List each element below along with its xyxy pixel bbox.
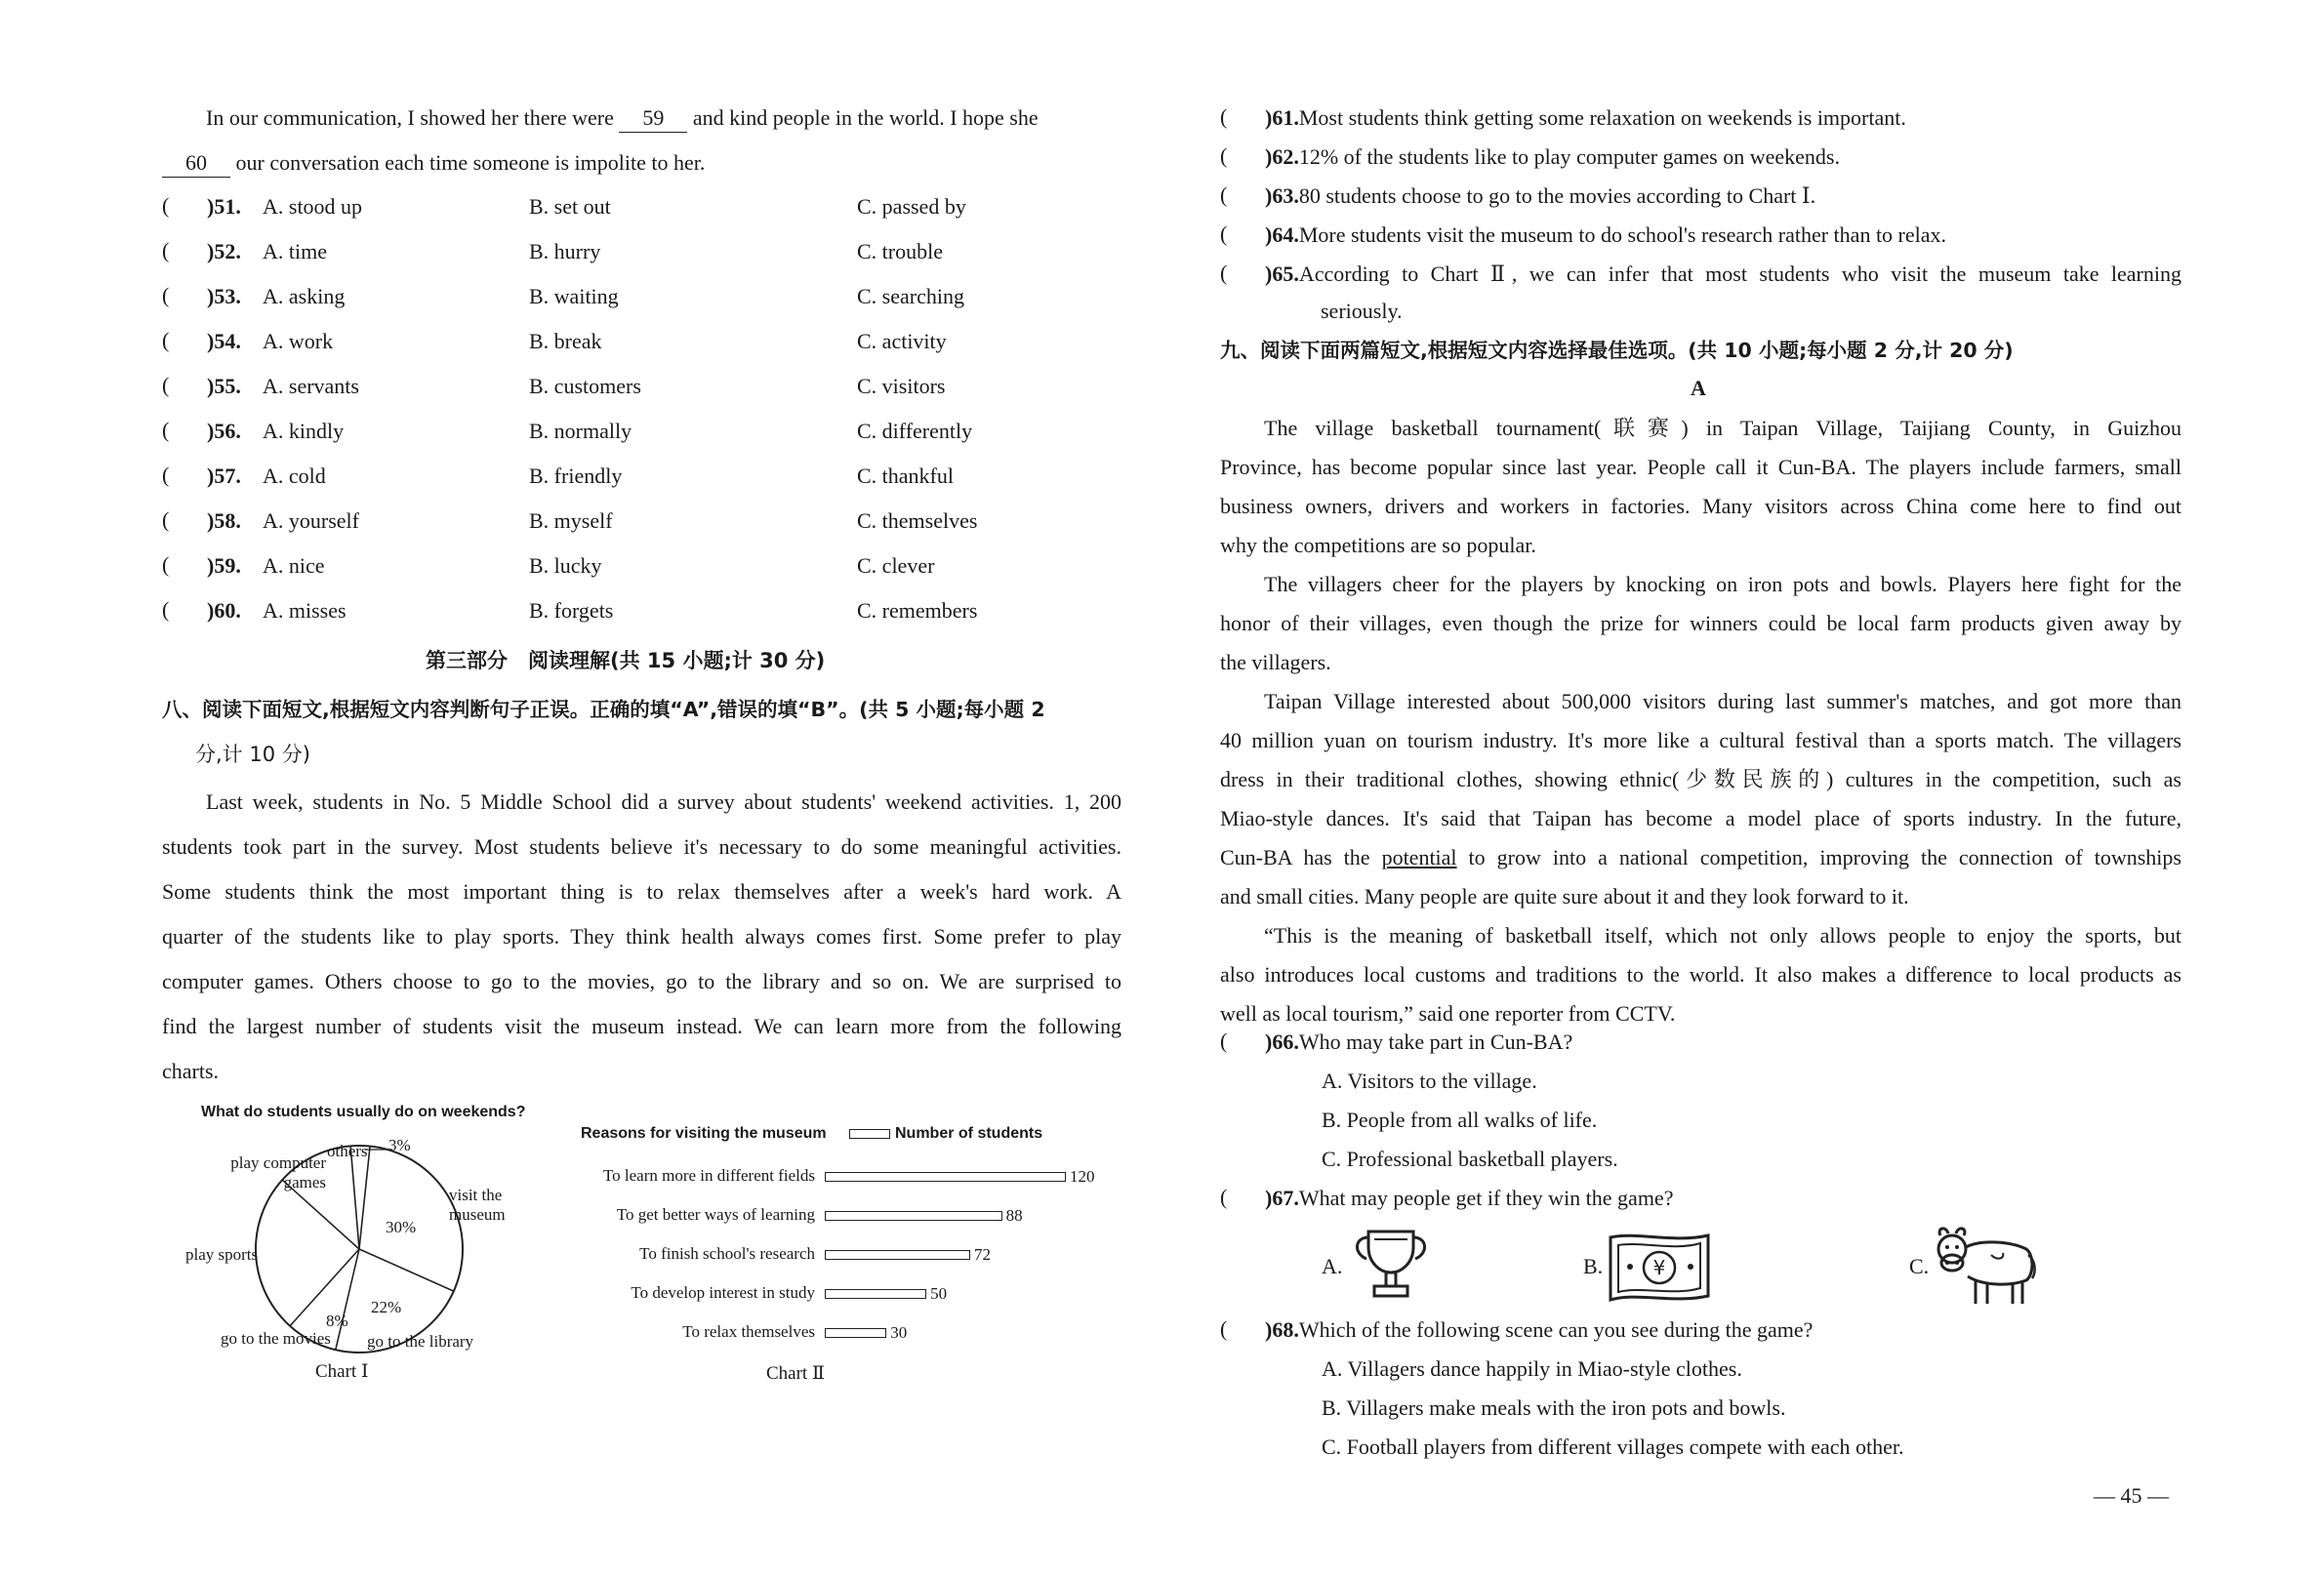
option-c[interactable]: C. differently [857, 419, 973, 443]
pie-chart [166, 1093, 556, 1386]
passage-line: why the competitions are so popular. [1220, 533, 1536, 557]
bar-chart [566, 1112, 1113, 1395]
passage-line: honor of their villages, even though the prize for winners could be local farm products given away by [1220, 611, 2181, 635]
option-b[interactable]: B. lucky [529, 553, 602, 578]
pie-label-library: go to the library [367, 1332, 474, 1351]
answer-paren: ( [1220, 1316, 1228, 1341]
cloze-text: In our communication, I showed her there were [206, 105, 620, 130]
answer-paren: ( [162, 193, 170, 218]
pie-slice-boundary [336, 1249, 359, 1350]
trophy-icon[interactable] [1347, 1226, 1435, 1304]
question-63 [1265, 182, 1815, 210]
option-b[interactable]: B. customers [529, 374, 641, 398]
option-b[interactable]: B. People from all walks of life. [1322, 1108, 1598, 1132]
option-a[interactable]: A. misses [263, 598, 347, 623]
option-c[interactable]: C. [1909, 1254, 1930, 1278]
bar-value-label: 88 [1005, 1206, 1023, 1225]
passage-line: find the largest number of students visit the museum instead. We can learn more from the following [162, 1014, 1121, 1038]
pie-label-museum: visit the museum [449, 1186, 506, 1224]
answer-paren: ( [162, 507, 170, 532]
passage-line: Miao-style dances. It's said that Taipan has become a model place of sports industry. In the future, [1220, 806, 2181, 830]
question-text: Which of the following scene can you see during the game? [1298, 1317, 1814, 1342]
bar-chart-title: Reasons for visiting the museum [581, 1125, 827, 1142]
question-number: )55. [207, 374, 241, 398]
option-b[interactable]: B. Villagers make meals with the iron pots and bowls. [1322, 1395, 1786, 1420]
cloze-line-2 [162, 149, 1121, 178]
cow-icon[interactable] [1933, 1226, 2040, 1308]
question-number: )65. [1265, 262, 1299, 286]
question-text: What may people get if they win the game? [1298, 1186, 1674, 1210]
answer-paren: ( [162, 328, 170, 352]
answer-paren: ( [1220, 104, 1228, 129]
passage-line: “This is the meaning of basketball itself, which not only allows people to enjoy the sports, but [1264, 923, 2181, 948]
passage-line: business owners, drivers and workers in factories. Many visitors across China come here to find out [1220, 494, 2181, 518]
bar-category-label: To finish school's research [639, 1244, 815, 1263]
question-number: )51. [207, 194, 241, 219]
option-c[interactable]: C. activity [857, 329, 947, 353]
question-number: )68. [1265, 1317, 1299, 1342]
passage-line: computer games. Others choose to go to the movies, go to the library and so on. We are surprised to [162, 969, 1121, 993]
answer-paren: ( [1220, 182, 1228, 207]
pie-label-computer-games: play computer games [230, 1153, 326, 1192]
option-a[interactable]: A. [1322, 1254, 1343, 1278]
option-a[interactable]: A. nice [263, 553, 325, 578]
option-a[interactable]: A. Visitors to the village. [1322, 1069, 1537, 1093]
question-text: 12% of the students like to play computer games on weekends. [1298, 144, 1840, 169]
option-c[interactable]: C. passed by [857, 194, 966, 219]
question-number: )52. [207, 239, 241, 263]
pie-caption: Chart Ⅰ [315, 1361, 369, 1382]
question-number: )62. [1265, 144, 1299, 169]
bar-value-label: 50 [930, 1284, 948, 1303]
answer-paren: ( [162, 238, 170, 263]
pie-slice-boundary [290, 1249, 359, 1326]
question-number: )67. [1265, 1186, 1299, 1210]
passage-line: well as local tourism,” said one reporter from CCTV. [1220, 1001, 1676, 1026]
bar-value-label: 120 [1070, 1167, 1095, 1186]
option-b[interactable]: B. normally [529, 419, 632, 443]
pie-slice-boundary [359, 1249, 454, 1291]
question-67-stem [1265, 1185, 1673, 1212]
answer-paren: ( [162, 283, 170, 307]
question-text: More students visit the museum to do school's research rather than to relax. [1298, 222, 1947, 247]
bar [825, 1328, 886, 1338]
passage-line: also introduces local customs and traditions to the world. It also makes a difference to local products as [1220, 962, 2181, 987]
option-b[interactable]: B. set out [529, 194, 611, 219]
pie-label-sports: play sports [185, 1245, 259, 1264]
bar-category-label: To get better ways of learning [616, 1205, 815, 1224]
answer-paren: ( [162, 463, 170, 487]
question-61 [1265, 104, 1906, 132]
pie-chart-title: What do students usually do on weekends? [201, 1104, 526, 1120]
bar-caption: Chart Ⅱ [766, 1363, 825, 1384]
answer-paren: ( [162, 552, 170, 577]
option-a[interactable]: A. servants [263, 374, 359, 398]
answer-paren: ( [1220, 222, 1228, 246]
question-number: )56. [207, 419, 241, 443]
cloze-text: and kind people in the world. I hope she [687, 105, 1039, 130]
question-number: )53. [207, 284, 241, 308]
option-b[interactable]: B. forgets [529, 598, 614, 623]
underlined-word: potential [1381, 845, 1457, 869]
bar-legend-label: Number of students [895, 1125, 1043, 1142]
passage-line: 40 million yuan on tourism industry. It's more like a cultural festival than a sports match. The villagers [1220, 728, 2181, 752]
answer-paren: ( [162, 418, 170, 442]
option-b[interactable]: B. friendly [529, 464, 623, 488]
option-a[interactable]: A. stood up [263, 194, 363, 219]
passage-line: Last week, students in No. 5 Middle School did a survey about students' weekend activities. 1, 200 [206, 789, 1121, 814]
option-b[interactable]: B. waiting [529, 284, 619, 308]
pie-value-museum: 30% [386, 1218, 417, 1236]
answer-paren: ( [1220, 1185, 1228, 1209]
bar-category-label: To develop interest in study [631, 1283, 815, 1302]
section-8-title-cont: 分,计 10 分) [195, 743, 310, 766]
svg-text:¥: ¥ [1652, 1256, 1666, 1279]
bar [825, 1250, 970, 1260]
pie-slice-boundary [359, 1147, 370, 1249]
bar-category-label: To learn more in different fields [602, 1166, 815, 1185]
page-number: — 45 — [2094, 1483, 2169, 1508]
section-9-title: 九、阅读下面两篇短文,根据短文内容选择最佳选项。(共 10 小题;每小题 2 分,计 20 分) [1220, 339, 2014, 362]
cloze-line-1 [206, 104, 1121, 133]
passage-a-label: A [1691, 376, 1706, 400]
option-b[interactable]: B. [1583, 1254, 1604, 1278]
passage-line: The villagers cheer for the players by knocking on iron pots and bowls. Players here fight for the [1264, 572, 2181, 596]
question-number: )66. [1265, 1030, 1299, 1054]
pie-value-library: 22% [371, 1298, 402, 1316]
passage-line: charts. [162, 1059, 220, 1083]
cloze-blank-60: 60 [162, 149, 230, 178]
option-a[interactable]: A. time [263, 239, 327, 263]
option-c[interactable]: C. trouble [857, 239, 943, 263]
option-b[interactable]: B. hurry [529, 239, 601, 263]
part-title: 第三部分 阅读理解(共 15 小题;计 30 分) [426, 649, 826, 672]
option-c[interactable]: C. themselves [857, 508, 978, 533]
passage-line: Some students think the most important thing is to relax themselves after a week's hard work. A [162, 879, 1121, 904]
answer-paren: ( [162, 597, 170, 622]
section-8-title: 八、阅读下面短文,根据短文内容判断句子正误。正确的填“A”,错误的填“B”。(共 5 小题;每小题 2 [162, 698, 1045, 721]
option-a[interactable]: A. kindly [263, 419, 345, 443]
question-text: Most students think getting some relaxation on weekends is important. [1298, 105, 1906, 130]
q65-continuation: seriously. [1321, 299, 1403, 323]
option-b[interactable]: B. myself [529, 508, 613, 533]
bar-value-label: 72 [974, 1245, 991, 1264]
question-62 [1265, 143, 1840, 171]
question-number: )57. [207, 464, 241, 488]
question-text: According to Chart Ⅱ, we can infer that most students who visit the museum take learning [1298, 262, 2181, 286]
option-c[interactable]: C. visitors [857, 374, 946, 398]
passage-line: Cun-BA has the potential to grow into a national competition, improving the connection of townships [1220, 845, 2181, 869]
pie-label-movies: go to the movies [221, 1329, 331, 1348]
option-a[interactable]: A. yourself [263, 508, 359, 533]
option-c[interactable]: C. thankful [857, 464, 954, 488]
option-a[interactable]: A. Villagers dance happily in Miao-style clothes. [1322, 1356, 1742, 1381]
question-68-stem [1265, 1316, 1813, 1344]
question-64 [1265, 222, 1946, 249]
answer-paren: ( [1220, 261, 1228, 285]
passage-line: Taipan Village interested about 500,000 visitors during last summer's matches, and got more than [1264, 689, 2181, 713]
bar-category-label: To relax themselves [682, 1322, 815, 1341]
answer-paren: ( [162, 373, 170, 397]
answer-paren: ( [1220, 1029, 1228, 1053]
pie-value-movies: 8% [326, 1312, 348, 1330]
question-66-stem [1265, 1029, 1572, 1056]
bar-legend-swatch [849, 1129, 890, 1139]
bar [825, 1289, 926, 1299]
question-number: )61. [1265, 105, 1299, 130]
question-65 [1265, 261, 2181, 288]
option-a[interactable]: A. work [263, 329, 334, 353]
option-a[interactable]: A. asking [263, 284, 346, 308]
question-number: )60. [207, 598, 241, 623]
cloze-blank-59: 59 [619, 104, 687, 133]
option-c[interactable]: C. searching [857, 284, 964, 308]
pie-slice-boundary [350, 1146, 359, 1249]
passage-line: The village basketball tournament(联赛) in Taipan Village, Taijiang County, in Guizhou [1264, 416, 2181, 440]
passage-line: dress in their traditional clothes, showing ethnic(少数民族的) cultures in the competition, such as [1220, 767, 2181, 791]
bar [825, 1211, 1002, 1221]
option-c[interactable]: C. Football players from different villages compete with each other. [1322, 1435, 1904, 1459]
passage-line: Province, has become popular since last year. People call it Cun-BA. The players include farmers, small [1220, 455, 2181, 479]
answer-paren: ( [1220, 143, 1228, 168]
option-c[interactable]: C. clever [857, 553, 935, 578]
pie-label-others: others [327, 1142, 368, 1160]
banknote-icon[interactable] [1607, 1232, 1714, 1304]
option-b[interactable]: B. break [529, 329, 602, 353]
question-number: )64. [1265, 222, 1299, 247]
bar-value-label: 30 [890, 1323, 908, 1342]
option-c[interactable]: C. Professional basketball players. [1322, 1147, 1618, 1171]
question-number: )59. [207, 553, 241, 578]
passage-line: the villagers. [1220, 650, 1331, 674]
pie-value-others: 3% [388, 1136, 411, 1154]
question-text: Who may take part in Cun-BA? [1298, 1030, 1573, 1054]
passage-line: and small cities. Many people are quite sure about it and they look forward to it. [1220, 884, 1909, 909]
question-number: )63. [1265, 183, 1299, 208]
question-number: )58. [207, 508, 241, 533]
bar [825, 1172, 1066, 1182]
question-number: )54. [207, 329, 241, 353]
question-text: 80 students choose to go to the movies according to Chart Ⅰ. [1298, 183, 1816, 208]
passage-line: quarter of the students like to play sports. They think health always comes first. Some prefer to play [162, 924, 1121, 949]
option-c[interactable]: C. remembers [857, 598, 978, 623]
passage-line: students took part in the survey. Most students believe it's necessary to do some meaningful activities. [162, 834, 1121, 859]
option-a[interactable]: A. cold [263, 464, 326, 488]
cloze-text: our conversation each time someone is impolite to her. [230, 150, 706, 175]
